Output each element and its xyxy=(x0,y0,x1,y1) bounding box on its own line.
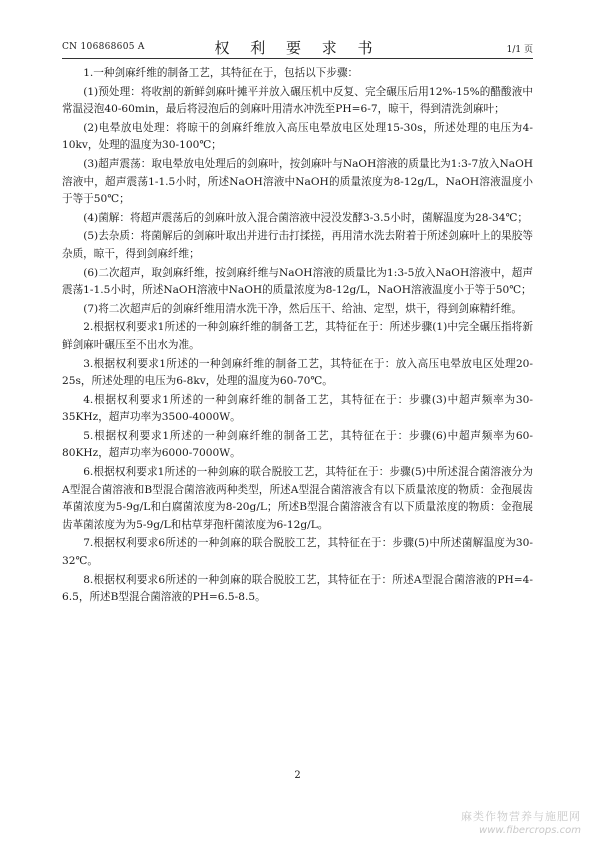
watermark-url: www.fibercrops.com xyxy=(479,825,581,836)
claim-1-step-3: (3)超声震荡：取电晕放电处理后的剑麻叶，按剑麻叶与NaOH溶液的质量比为1:3-7放入NaOH溶液中，超声震荡1-1.5小时，所述NaOH溶液中NaOH的质量浓度为8-12g/L，NaOH溶液温度小于等于50℃； xyxy=(62,157,533,206)
watermark-site-name: 麻类作物营养与施肥网 xyxy=(461,810,581,823)
watermark xyxy=(461,808,581,836)
header-rule xyxy=(62,58,533,59)
page-header xyxy=(62,36,533,58)
claims-body xyxy=(62,64,533,607)
publication-number: CN 106868605 A xyxy=(62,42,145,52)
claim-7: 7.根据权利要求6所述的一种剑麻的联合脱胶工艺，其特征在于：步骤(5)中所述菌解温度为30-32℃。 xyxy=(62,537,533,568)
claim-1-step-7: (7)将二次超声后的剑麻纤维用清水洗干净，然后压干、给油、定型，烘干，得到剑麻精纤维。 xyxy=(83,302,522,315)
claim-1: 1.一种剑麻纤维的制备工艺，其特征在于，包括以下步骤： xyxy=(83,67,359,79)
claim-1-step-2: (2)电晕放电处理：将晾干的剑麻纤维放入高压电晕放电区处理15-30s，所述处理的电压为4-10kv，处理的温度为30-100℃； xyxy=(62,121,533,152)
claim-6: 6.根据权利要求1所述的一种剑麻的联合脱胶工艺，其特征在于：步骤(5)中所述混合菌溶液分为A型混合菌溶液和B型混合菌溶液两种类型，所述A型混合菌溶液含有以下质量浓度的物质：金孢展齿革菌浓度为5-9g/L和白腐菌浓度为8-20g/L；所述B型混合菌溶液含有以下质量浓度的物质：金孢展齿革菌浓度为为5-9g/L和枯草芽孢杆菌浓度为6-12g/L。 xyxy=(62,466,533,531)
claim-3: 3.根据权利要求1所述的一种剑麻纤维的制备工艺，其特征在于：放入高压电晕放电区处理20-25s，所述处理的电压为6-8kv，处理的温度为60-70℃。 xyxy=(62,357,533,388)
claim-1-step-6: (6)二次超声，取剑麻纤维，按剑麻纤维与NaOH溶液的质量比为1:3-5放入NaOH溶液中，超声震荡1-1.5小时，所述NaOH溶液中NaOH的质量浓度为8-12g/L，NaOH溶液温度小于等于50℃； xyxy=(62,266,533,297)
claim-1-step-4: (4)菌解：将超声震荡后的剑麻叶放入混合菌溶液中浸没发酵3-3.5小时，菌解温度为28-34℃； xyxy=(83,211,528,224)
claim-1-step-5: (5)去杂质：将菌解后的剑麻叶取出并进行击打揉搓，再用清水洗去附着于所述剑麻叶上的果胶等杂质，晾干，得到剑麻纤维； xyxy=(62,230,533,260)
claim-8: 8.根据权利要求6所述的一种剑麻的联合脱胶工艺，其特征在于：所述A型混合菌溶液的PH=4-6.5，所述B型混合菌溶液的PH=6.5-8.5。 xyxy=(62,573,533,604)
page-number: 2 xyxy=(294,770,301,781)
claim-4: 4.根据权利要求1所述的一种剑麻纤维的制备工艺，其特征在于：步骤(3)中超声频率为30-35KHz，超声功率为3500-4000W。 xyxy=(62,393,533,424)
document-title: 权 利 要 求 书 xyxy=(214,39,381,57)
claim-5: 5.根据权利要求1所述的一种剑麻纤维的制备工艺，其特征在于：步骤(6)中超声频率为60-80KHz，超声功率为6000-7000W。 xyxy=(62,429,533,460)
page-info: 1/1 页 xyxy=(506,45,533,55)
claim-1-step-1: (1)预处理：将收割的新鲜剑麻叶摊平并放入碾压机中反复、完全碾压后用12%-15%的醋酸液中常温浸泡40-60min，最后将浸泡后的剑麻叶用清水冲洗至PH=6-7，晾干，得到清洗剑麻叶； xyxy=(62,85,533,116)
claim-2: 2.根据权利要求1所述的一种剑麻纤维的制备工艺，其特征在于：所述步骤(1)中完全碾压指将新鲜剑麻叶碾压至不出水为准。 xyxy=(62,321,533,351)
